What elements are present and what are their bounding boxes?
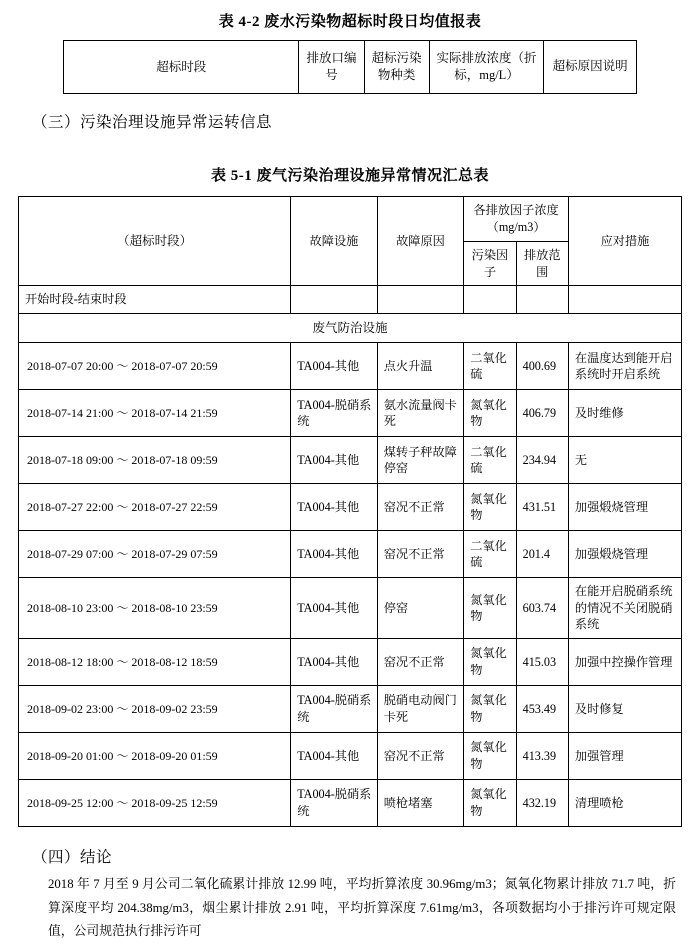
cell-range: 400.69: [516, 343, 568, 390]
cell-measure: 在能开启脱硝系统的情况不关闭脱硝系统: [568, 578, 681, 638]
section-four-heading: （四）结论: [32, 848, 113, 866]
table-4-2: [63, 40, 637, 94]
header-cell-range: 排放范围: [516, 242, 568, 286]
cell-facility: TA004-其他: [291, 484, 378, 531]
cell-range: 453.49: [516, 685, 568, 732]
cell-factor: 氮氧化物: [464, 638, 516, 685]
table-row: [19, 531, 682, 578]
cell-facility: TA004-其他: [291, 732, 378, 779]
header-cell-facility: 故障设施: [291, 197, 378, 286]
cell-factor: 氮氧化物: [464, 685, 516, 732]
table-4-2-title: 表 4-2 废水污染物超标时段日均值报表: [218, 14, 482, 30]
table-row: [19, 343, 682, 390]
cell-factor: 二氧化硫: [464, 531, 516, 578]
cell-period: 2018-07-27 22:00 ～ 2018-07-27 22:59: [19, 484, 291, 531]
spacer-cell-range: [516, 286, 568, 313]
cell-factor: 氮氧化物: [464, 390, 516, 437]
header-cell-concentration-group: 各排放因子浓度（mg/m3）: [464, 197, 569, 242]
table-5-1-title: 表 5-1 废气污染治理设施异常情况汇总表: [211, 168, 489, 184]
cell-period: 2018-08-12 18:00 ～ 2018-08-12 18:59: [19, 638, 291, 685]
cell-range: 406.79: [516, 390, 568, 437]
cell-factor: 氮氧化物: [464, 484, 516, 531]
header-cell-cause: 故障原因: [377, 197, 464, 286]
header-cell-factor: 污染因子: [464, 242, 516, 286]
spacer-cell-measure: [568, 286, 681, 313]
table-row: [19, 638, 682, 685]
cell-facility: TA004-其他: [291, 343, 378, 390]
cell-cause: 脱硝电动阀门卡死: [377, 685, 464, 732]
cell-factor: 二氧化硫: [464, 437, 516, 484]
cell-facility: TA004-其他: [291, 437, 378, 484]
cell-cause: 喷枪堵塞: [377, 779, 464, 826]
spacer-cell-cause: [377, 286, 464, 313]
table-row: [19, 779, 682, 826]
table-header-row: [19, 197, 682, 242]
cell-cause: 氨水流量阀卡死: [377, 390, 464, 437]
table-4-2-wrapper: [18, 40, 682, 94]
table-row: [19, 685, 682, 732]
table-subheader-period-row: [19, 286, 682, 313]
header-cell-period-group: （超标时段）: [19, 197, 291, 286]
cell-period: 2018-09-20 01:00 ～ 2018-09-20 01:59: [19, 732, 291, 779]
cell-cause: 窑况不正常: [377, 638, 464, 685]
table-row: [64, 41, 637, 94]
cell-measure: 在温度达到能开启系统时开启系统: [568, 343, 681, 390]
header-cell-measure: 应对措施: [568, 197, 681, 286]
cell-measure: 加强中控操作管理: [568, 638, 681, 685]
cell-facility: TA004-脱硝系统: [291, 779, 378, 826]
cell-range: 431.51: [516, 484, 568, 531]
cell-measure: 及时维修: [568, 390, 681, 437]
cell-period: 2018-07-29 07:00 ～ 2018-07-29 07:59: [19, 531, 291, 578]
cell-measure: 加强煅烧管理: [568, 531, 681, 578]
cell-cause: 停窑: [377, 578, 464, 638]
cell-measure: 加强管理: [568, 732, 681, 779]
header-cell-outlet-code: 排放口编号: [299, 41, 364, 94]
conclusion-paragraph: 2018 年 7 月至 9 月公司二氧化硫累计排放 12.99 吨，平均折算浓度 30.96mg/m3；氮氧化物累计排放 71.7 吨，折算深度平均 204.38mg/m3，烟尘累计排放 2.91 吨，平均折算深度 7.61mg/m3，各项数据均小于排污许可规定限值，公司规范执行排污许可: [48, 876, 676, 939]
cell-range: 432.19: [516, 779, 568, 826]
cell-period: 2018-08-10 23:00 ～ 2018-08-10 23:59: [19, 578, 291, 638]
spacer-cell-facility: [291, 286, 378, 313]
cell-cause: 窑况不正常: [377, 484, 464, 531]
cell-factor: 氮氧化物: [464, 779, 516, 826]
cell-period: 2018-07-07 20:00 ～ 2018-07-07 20:59: [19, 343, 291, 390]
header-cell-pollutant-type: 超标污染物种类: [364, 41, 429, 94]
cell-factor: 氮氧化物: [464, 578, 516, 638]
header-cell-period: 超标时段: [64, 41, 299, 94]
cell-facility: TA004-脱硝系统: [291, 685, 378, 732]
cell-factor: 二氧化硫: [464, 343, 516, 390]
table-row: [19, 437, 682, 484]
cell-range: 415.03: [516, 638, 568, 685]
table-row: [19, 484, 682, 531]
cell-period: 2018-09-25 12:00 ～ 2018-09-25 12:59: [19, 779, 291, 826]
cell-period: 2018-09-02 23:00 ～ 2018-09-02 23:59: [19, 685, 291, 732]
cell-facility: TA004-其他: [291, 531, 378, 578]
table-5-1: [18, 196, 682, 827]
header-cell-exceed-reason: 超标原因说明: [544, 41, 637, 94]
group-label-waste-gas-facility: 废气防治设施: [19, 313, 682, 343]
cell-range: 201.4: [516, 531, 568, 578]
cell-cause: 点火升温: [377, 343, 464, 390]
cell-range: 603.74: [516, 578, 568, 638]
header-cell-period-sub: 开始时段-结束时段: [19, 286, 291, 313]
table-row: [19, 732, 682, 779]
cell-cause: 窑况不正常: [377, 531, 464, 578]
cell-facility: TA004-脱硝系统: [291, 390, 378, 437]
cell-facility: TA004-其他: [291, 638, 378, 685]
cell-range: 413.39: [516, 732, 568, 779]
table-row: [19, 390, 682, 437]
table-row: [19, 578, 682, 638]
cell-facility: TA004-其他: [291, 578, 378, 638]
cell-measure: 及时修复: [568, 685, 681, 732]
section-three-heading: （三）污染治理设施异常运转信息: [32, 114, 273, 131]
cell-cause: 窑况不正常: [377, 732, 464, 779]
cell-factor: 氮氧化物: [464, 732, 516, 779]
spacer-cell-factor: [464, 286, 516, 313]
cell-period: 2018-07-14 21:00 ～ 2018-07-14 21:59: [19, 390, 291, 437]
cell-measure: 清理喷枪: [568, 779, 681, 826]
header-cell-actual-concentration: 实际排放浓度（折标，mg/L）: [429, 41, 544, 94]
cell-cause: 煤转子秤故障停窑: [377, 437, 464, 484]
table-group-row: [19, 313, 682, 343]
cell-range: 234.94: [516, 437, 568, 484]
cell-measure: 加强煅烧管理: [568, 484, 681, 531]
cell-measure: 无: [568, 437, 681, 484]
cell-period: 2018-07-18 09:00 ～ 2018-07-18 09:59: [19, 437, 291, 484]
